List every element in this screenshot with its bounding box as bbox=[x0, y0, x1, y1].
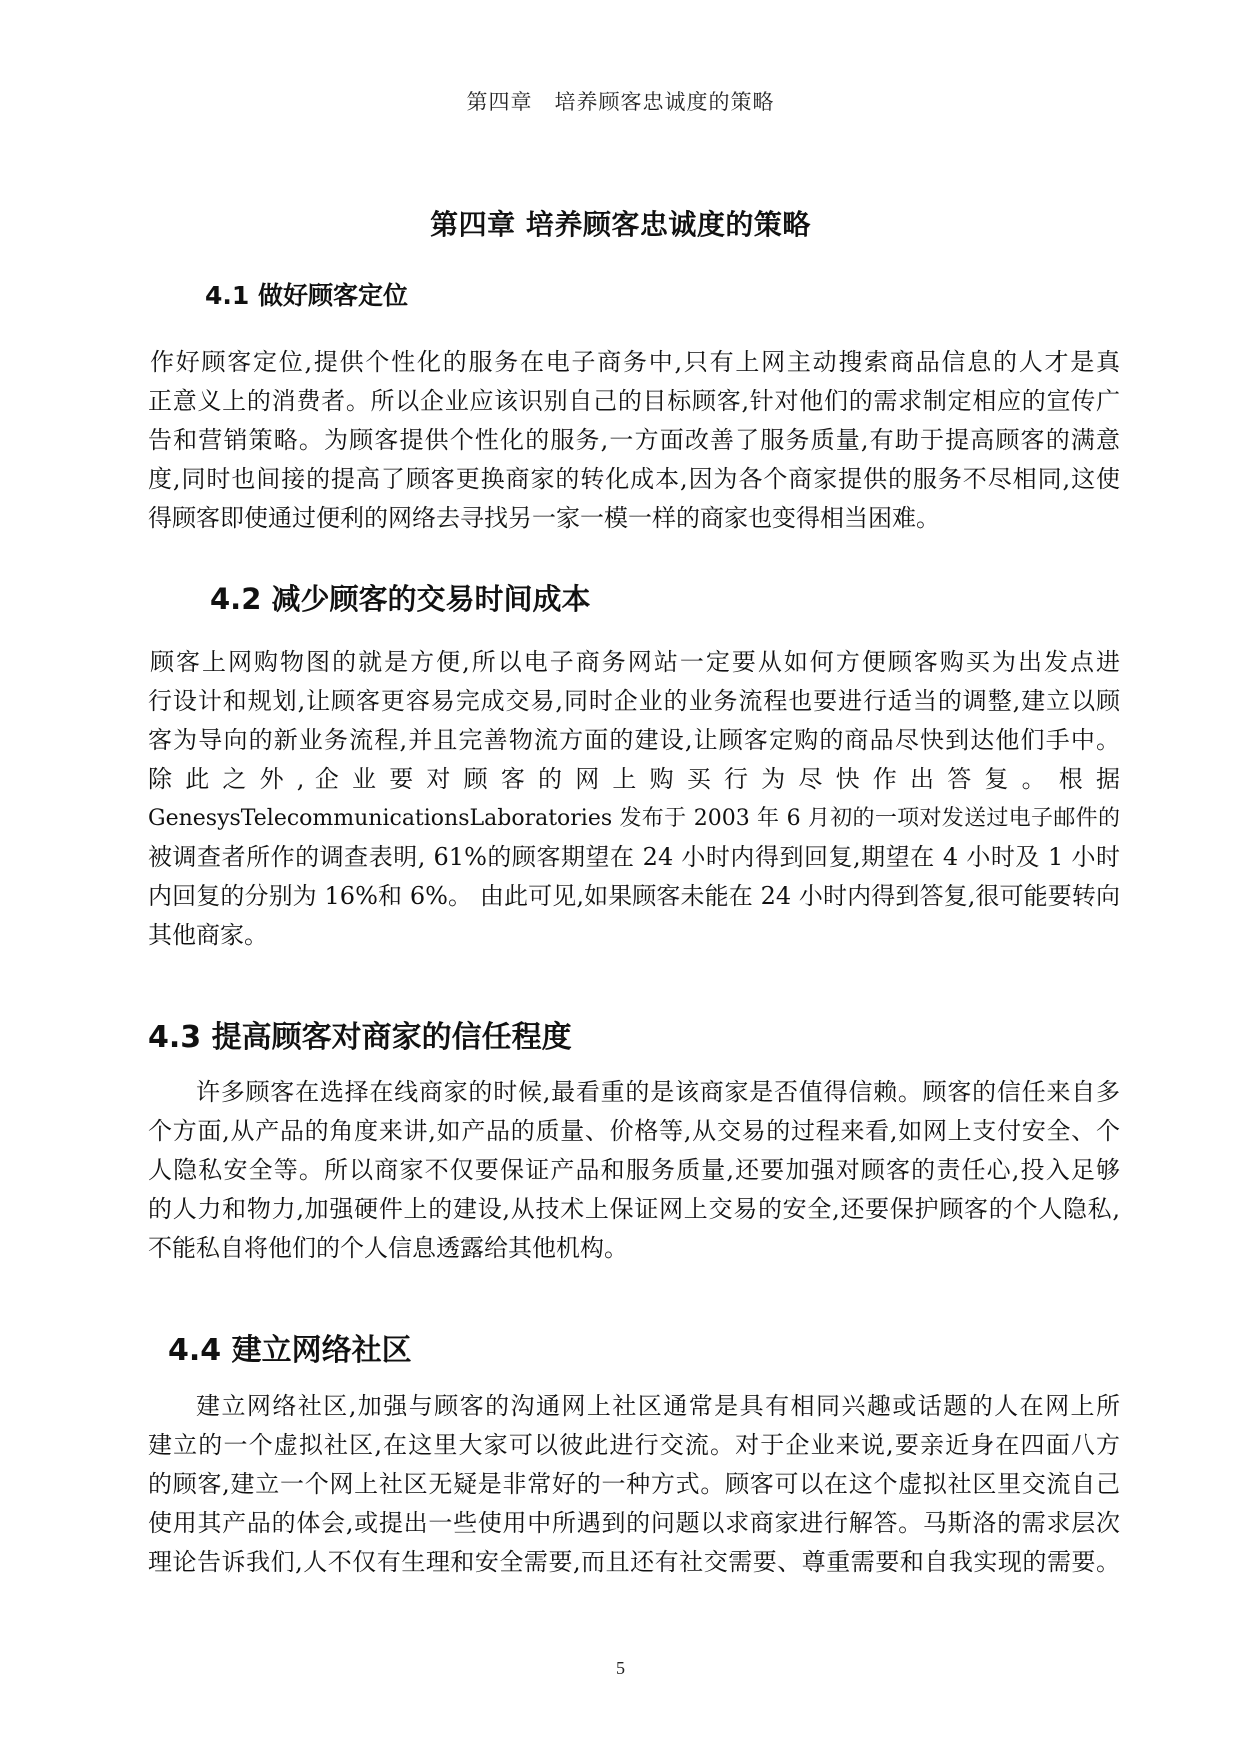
body-line: 除 此 之 外 , 企 业 要 对 顾 客 的 网 上 购 买 行 为 尽 快 作 出 答 复 。 根 据 bbox=[148, 765, 1120, 793]
body-line: 正意义上的消费者。所以企业应该识别自己的目标顾客,针对他们的需求制定相应的宣传广 bbox=[148, 387, 1120, 415]
body-line: 理论告诉我们,人不仅有生理和安全需要,而且还有社交需要、尊重需要和自我实现的需要。 bbox=[148, 1548, 1120, 1576]
running-header-chapter: 第四章 bbox=[466, 90, 533, 114]
section-body-4-1 bbox=[148, 343, 1120, 538]
body-line: 客为导向的新业务流程,并且完善物流方面的建设,让顾客定购的商品尽快到达他们手中。 bbox=[148, 726, 1120, 754]
body-line: 人隐私安全等。所以商家不仅要保证产品和服务质量,还要加强对顾客的责任心,投入足够 bbox=[148, 1156, 1120, 1184]
body-line: 被调查者所作的调查表明, 61%的顾客期望在 24 小时内得到回复,期望在 4 小时及 1 小时 bbox=[148, 843, 1120, 871]
section-body-4-2 bbox=[148, 643, 1120, 955]
body-line: GenesysTelecommunicationsLaboratories 发布于 2003 年 6 月初的一项对发送过电子邮件的 bbox=[148, 806, 1120, 831]
section-heading-4-3: 4.3 提高顾客对商家的信任程度 bbox=[148, 1020, 572, 1055]
page-number: 5 bbox=[616, 1658, 625, 1678]
section-heading-4-1: 4.1 做好顾客定位 bbox=[205, 281, 408, 310]
body-line: 的顾客,建立一个网上社区无疑是非常好的一种方式。顾客可以在这个虚拟社区里交流自己 bbox=[148, 1470, 1120, 1498]
section-heading-4-2: 4.2 减少顾客的交易时间成本 bbox=[210, 582, 591, 616]
body-line: 内回复的分别为 16%和 6%。 由此可见,如果顾客未能在 24 小时内得到答复,很可能要转向 bbox=[148, 882, 1120, 910]
body-line: 许多顾客在选择在线商家的时候,最看重的是该商家是否值得信赖。顾客的信任来自多 bbox=[196, 1078, 1120, 1106]
running-header bbox=[0, 86, 1241, 116]
body-line: 的人力和物力,加强硬件上的建设,从技术上保证网上交易的安全,还要保护顾客的个人隐私, bbox=[148, 1195, 1120, 1223]
body-line: 建立网络社区,加强与顾客的沟通网上社区通常是具有相同兴趣或话题的人在网上所 bbox=[196, 1392, 1120, 1420]
section-body-4-3 bbox=[148, 1073, 1120, 1268]
section-heading-4-4: 4.4 建立网络社区 bbox=[168, 1333, 412, 1368]
chapter-title: 第四章 培养顾客忠诚度的策略 bbox=[430, 208, 811, 241]
body-line: 不能私自将他们的个人信息透露给其他机构。 bbox=[148, 1234, 628, 1262]
body-line: 得顾客即使通过便利的网络去寻找另一家一模一样的商家也变得相当困难。 bbox=[148, 504, 940, 532]
body-line: 其他商家。 bbox=[148, 921, 268, 949]
body-line: 个方面,从产品的角度来讲,如产品的质量、价格等,从交易的过程来看,如网上支付安全、个 bbox=[148, 1117, 1120, 1145]
body-line: 顾客上网购物图的就是方便,所以电子商务网站一定要从如何方便顾客购买为出发点进 bbox=[150, 648, 1120, 676]
body-line: 告和营销策略。为顾客提供个性化的服务,一方面改善了服务质量,有助于提高顾客的满意 bbox=[148, 426, 1120, 454]
body-line: 使用其产品的体会,或提出一些使用中所遇到的问题以求商家进行解答。马斯洛的需求层次 bbox=[148, 1509, 1120, 1537]
body-line: 行设计和规划,让顾客更容易完成交易,同时企业的业务流程也要进行适当的调整,建立以顾 bbox=[148, 687, 1120, 715]
body-line: 建立的一个虚拟社区,在这里大家可以彼此进行交流。对于企业来说,要亲近身在四面八方 bbox=[148, 1431, 1120, 1459]
body-line: 度,同时也间接的提高了顾客更换商家的转化成本,因为各个商家提供的服务不尽相同,这使 bbox=[148, 465, 1120, 493]
section-body-4-4 bbox=[148, 1387, 1120, 1582]
body-line: 作好顾客定位,提供个性化的服务在电子商务中,只有上网主动搜索商品信息的人才是真 bbox=[150, 348, 1120, 376]
running-header-title: 培养顾客忠诚度的策略 bbox=[554, 90, 775, 114]
